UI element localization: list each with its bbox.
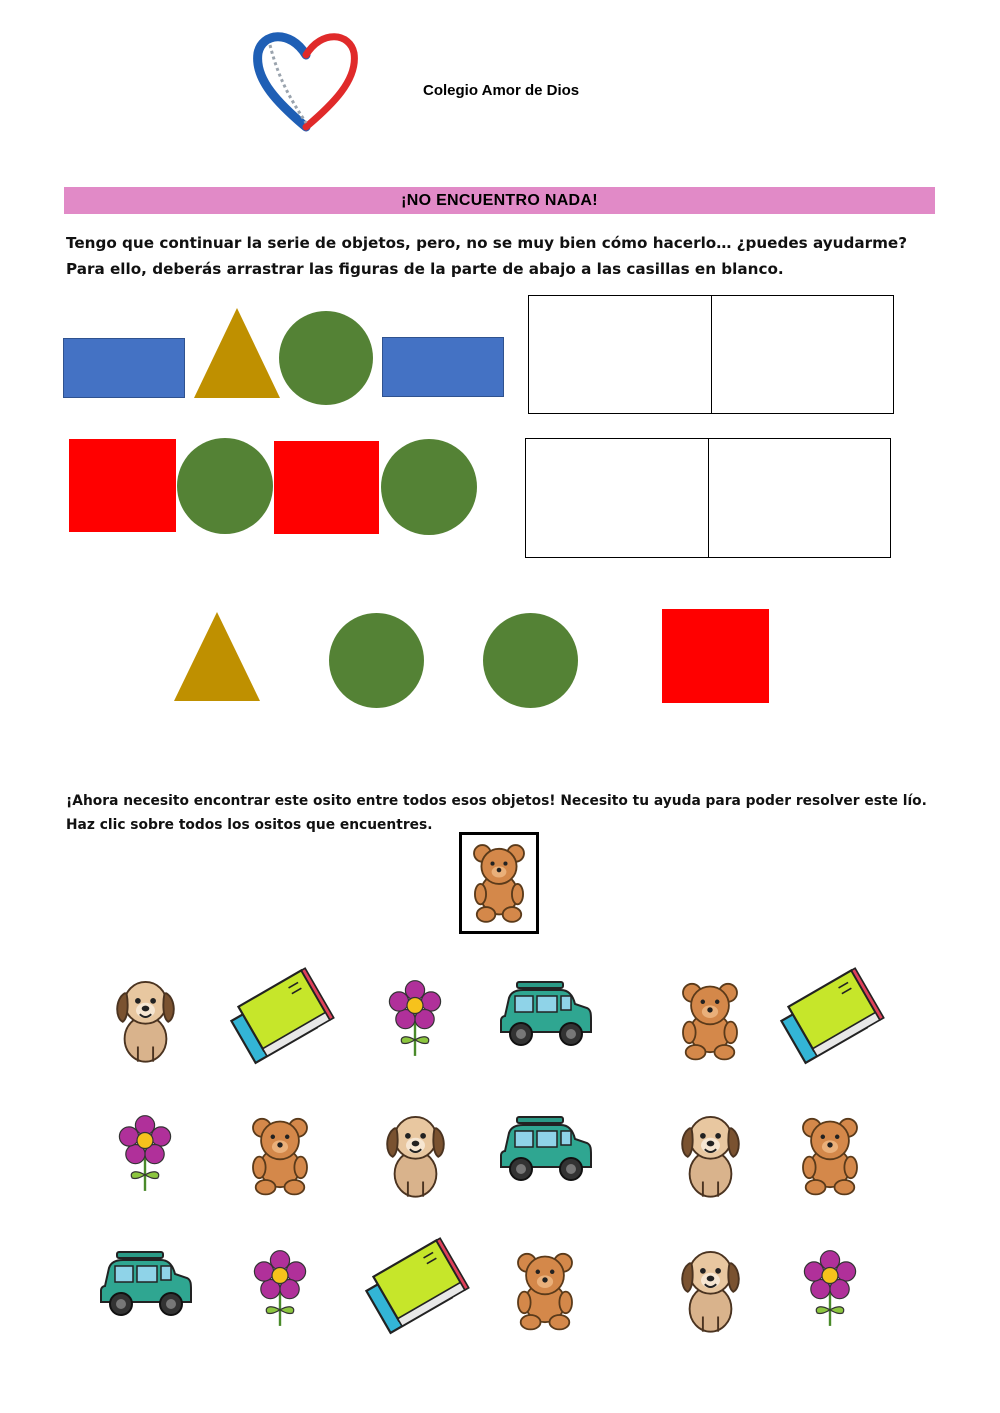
blue-rectangle-shape <box>382 337 504 397</box>
draggable-square[interactable] <box>662 609 769 703</box>
flower-icon <box>375 960 455 1075</box>
bear-choice[interactable] <box>765 1090 895 1215</box>
draggable-triangle[interactable] <box>174 612 260 701</box>
object-choice[interactable] <box>80 1090 210 1215</box>
bear-choice[interactable] <box>215 1090 345 1215</box>
green-circle-shape <box>381 439 477 535</box>
object-choice[interactable] <box>350 1225 480 1350</box>
teddy-bear-icon <box>462 835 536 931</box>
teddy-bear-icon <box>665 968 755 1068</box>
object-choice[interactable] <box>480 955 610 1080</box>
car-icon <box>475 968 615 1068</box>
target-bear-frame <box>459 832 539 934</box>
drop-slot[interactable] <box>708 438 891 558</box>
drop-slot[interactable] <box>525 438 709 558</box>
bear-choice[interactable] <box>645 955 775 1080</box>
object-choice[interactable] <box>765 955 895 1080</box>
bear-choice[interactable] <box>480 1225 610 1350</box>
red-square-shape <box>274 441 379 534</box>
flower-icon <box>105 1095 185 1210</box>
flower-icon <box>240 1230 320 1345</box>
teddy-bear-icon <box>500 1238 590 1338</box>
object-choice[interactable] <box>215 955 345 1080</box>
book-icon <box>218 963 343 1073</box>
title-banner <box>64 187 935 214</box>
book-icon <box>353 1233 478 1343</box>
object-choice[interactable] <box>350 1090 480 1215</box>
page-title: ¡NO ENCUENTRO NADA! <box>401 192 598 209</box>
object-choice[interactable] <box>765 1225 895 1350</box>
draggable-circle[interactable] <box>329 613 424 708</box>
bear-instruction: ¡Ahora necesito encontrar este osito entre todos esos objetos! Necesito tu ayuda para poder resolver este lío. Haz clic sobre todos los ositos que encuentres. <box>66 793 927 833</box>
red-square-shape <box>69 439 176 532</box>
blue-rectangle-shape <box>63 338 185 398</box>
object-choice[interactable] <box>80 1225 210 1350</box>
object-choice[interactable] <box>80 955 210 1080</box>
dog-icon <box>663 1228 758 1348</box>
flower-icon <box>790 1230 870 1345</box>
object-choice[interactable] <box>215 1225 345 1350</box>
series-instruction: Tengo que continuar la serie de objetos, pero, no se muy bien cómo hacerlo… ¿puedes ayudarme? Para ello, deberás arrastrar las figuras de la parte de abajo a las casillas en blanco. <box>66 234 908 278</box>
dog-icon <box>368 1093 463 1213</box>
teddy-bear-icon <box>235 1103 325 1203</box>
drop-slot[interactable] <box>711 295 894 414</box>
gold-triangle-shape <box>194 308 280 398</box>
car-icon <box>475 1103 615 1203</box>
object-choice[interactable] <box>645 1090 775 1215</box>
green-circle-shape <box>177 438 273 534</box>
school-name: Colegio Amor de Dios <box>423 82 580 99</box>
draggable-circle[interactable] <box>483 613 578 708</box>
object-choice[interactable] <box>350 955 480 1080</box>
teddy-bear-icon <box>785 1103 875 1203</box>
car-icon <box>75 1238 215 1338</box>
dog-icon <box>663 1093 758 1213</box>
object-choice[interactable] <box>480 1090 610 1215</box>
dog-icon <box>98 958 193 1078</box>
object-choice[interactable] <box>645 1225 775 1350</box>
drop-slot[interactable] <box>528 295 712 414</box>
book-icon <box>768 963 893 1073</box>
green-circle-shape <box>279 311 373 405</box>
heart-logo-icon <box>250 25 362 135</box>
